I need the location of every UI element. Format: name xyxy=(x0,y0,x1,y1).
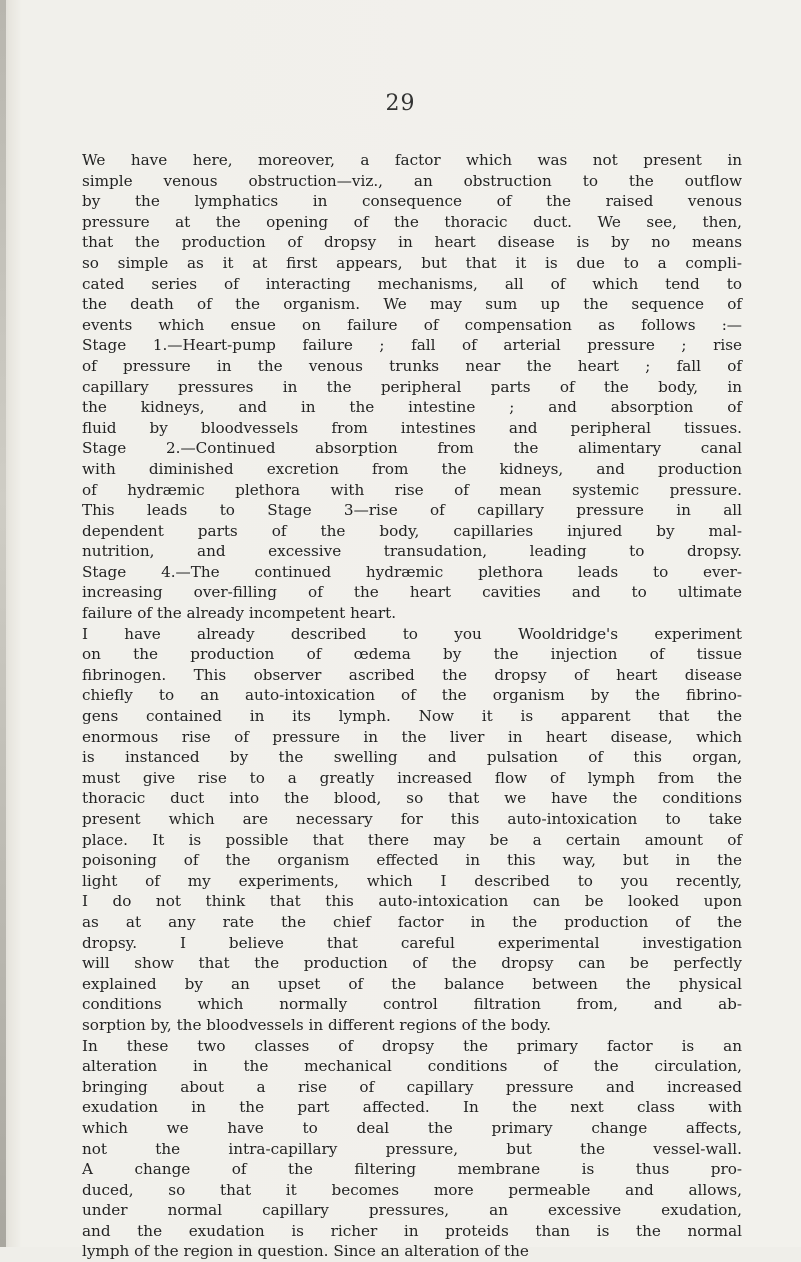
text-line: will show that the production of the dropsy can be perfectly xyxy=(82,954,742,973)
text-line: enormous rise of pressure in the liver in heart disease, which xyxy=(82,727,742,746)
page-number: 29 xyxy=(385,91,416,116)
text-line: must give rise to a greatly increased flow of lymph from the xyxy=(82,768,742,787)
text-line: Stage 2.—Continued absorption from the alimentary canal xyxy=(82,439,742,458)
text-line: We have here, moreover, a factor which was not present in xyxy=(82,151,742,169)
text-line: and the exudation is richer in proteids than is the normal xyxy=(82,1221,742,1240)
text-line: lymph of the region in question. Since an alteration of the xyxy=(82,1242,529,1261)
text-line: the kidneys, and in the intestine ; and absorption of xyxy=(82,398,742,417)
text-line: by the lymphatics in consequence of the raised venous xyxy=(82,192,742,211)
text-line: duced, so that it becomes more permeable and allows, xyxy=(82,1180,742,1199)
text-line: Stage 4.—The continued hydræmic plethora leads to ever- xyxy=(82,562,742,581)
text-line: dropsy. I believe that careful experimental investigation xyxy=(82,933,742,952)
text-line: fluid by bloodvessels from intestines and peripheral tissues. xyxy=(82,418,742,437)
text-line: on the production of œdema by the injection of tissue xyxy=(82,645,742,664)
text-line: that the production of dropsy in heart disease is by no means xyxy=(82,233,742,252)
text-line: simple venous obstruction—viz., an obstruction to the outflow xyxy=(82,171,742,190)
text-line: cated series of interacting mechanisms, all of which tend to xyxy=(82,274,742,293)
text-line: thoracic duct into the blood, so that we have the conditions xyxy=(82,789,742,808)
text-line: of hydræmic plethora with rise of mean systemic pressure. xyxy=(82,480,742,499)
text-line: light of my experiments, which I described to you recently, xyxy=(82,871,742,890)
text-line: failure of the already incompetent heart. xyxy=(82,604,397,623)
text-line: dependent parts of the body, capillaries injured by mal- xyxy=(82,521,742,540)
text-line: explained by an upset of the balance between the physical xyxy=(82,974,742,993)
text-line: nutrition, and excessive transudation, leading to dropsy. xyxy=(82,542,742,561)
text-line: I have already described to you Wooldridge's experiment xyxy=(82,624,742,643)
text-line: A change of the filtering membrane is thus pro- xyxy=(82,1160,742,1179)
text-line: of pressure in the venous trunks near the heart ; fall of xyxy=(82,356,742,375)
text-line: as at any rate the chief factor in the production of the xyxy=(82,912,742,931)
text-line: I do not think that this auto-intoxication can be looked upon xyxy=(82,892,742,911)
text-line: present which are necessary for this auto-intoxication to take xyxy=(82,810,742,828)
text-line: under normal capillary pressures, an excessive exudation, xyxy=(82,1201,742,1220)
text-line: capillary pressures in the peripheral parts of the body, in xyxy=(82,377,742,396)
text-line: alteration in the mechanical conditions of the circulation, xyxy=(82,1057,742,1076)
text-line: In these two classes of dropsy the primary factor is an xyxy=(82,1036,742,1055)
text-line: exudation in the part affected. In the next class with xyxy=(82,1098,742,1117)
text-line: chiefly to an auto-intoxication of the organism by the fibrino- xyxy=(82,686,742,705)
text-line: fibrinogen. This observer ascribed the dropsy of heart disease xyxy=(82,665,742,684)
text-line: place. It is possible that there may be a certain amount of xyxy=(82,830,742,849)
body-text xyxy=(82,150,742,1262)
text-line: which we have to deal the primary change affects, xyxy=(82,1118,742,1137)
text-line: is instanced by the swelling and pulsation of this organ, xyxy=(82,748,742,767)
text-line: This leads to Stage 3—rise of capillary pressure in all xyxy=(82,501,742,520)
text-line: increasing over-filling of the heart cavities and to ultimate xyxy=(82,583,742,602)
text-line: with diminished excretion from the kidneys, and production xyxy=(82,459,742,478)
text-line: gens contained in its lymph. Now it is apparent that the xyxy=(82,707,742,726)
text-line: events which ensue on failure of compensation as follows :— xyxy=(82,315,742,334)
text-line: sorption by, the bloodvessels in different regions of the body. xyxy=(82,1015,551,1034)
text-line: poisoning of the organism effected in this way, but in the xyxy=(82,851,742,870)
binding-shadow xyxy=(0,0,6,1247)
text-line: pressure at the opening of the thoracic duct. We see, then, xyxy=(82,212,742,231)
text-line: conditions which normally control filtration from, and ab- xyxy=(82,995,742,1014)
text-line: Stage 1.—Heart-pump failure ; fall of arterial pressure ; rise xyxy=(82,336,742,355)
text-line: so simple as it at first appears, but that it is due to a compli- xyxy=(82,253,742,272)
text-line: bringing about a rise of capillary pressure and increased xyxy=(82,1077,742,1096)
text-line: not the intra-capillary pressure, but the vessel-wall. xyxy=(82,1139,742,1158)
text-line: the death of the organism. We may sum up the sequence of xyxy=(82,295,742,314)
